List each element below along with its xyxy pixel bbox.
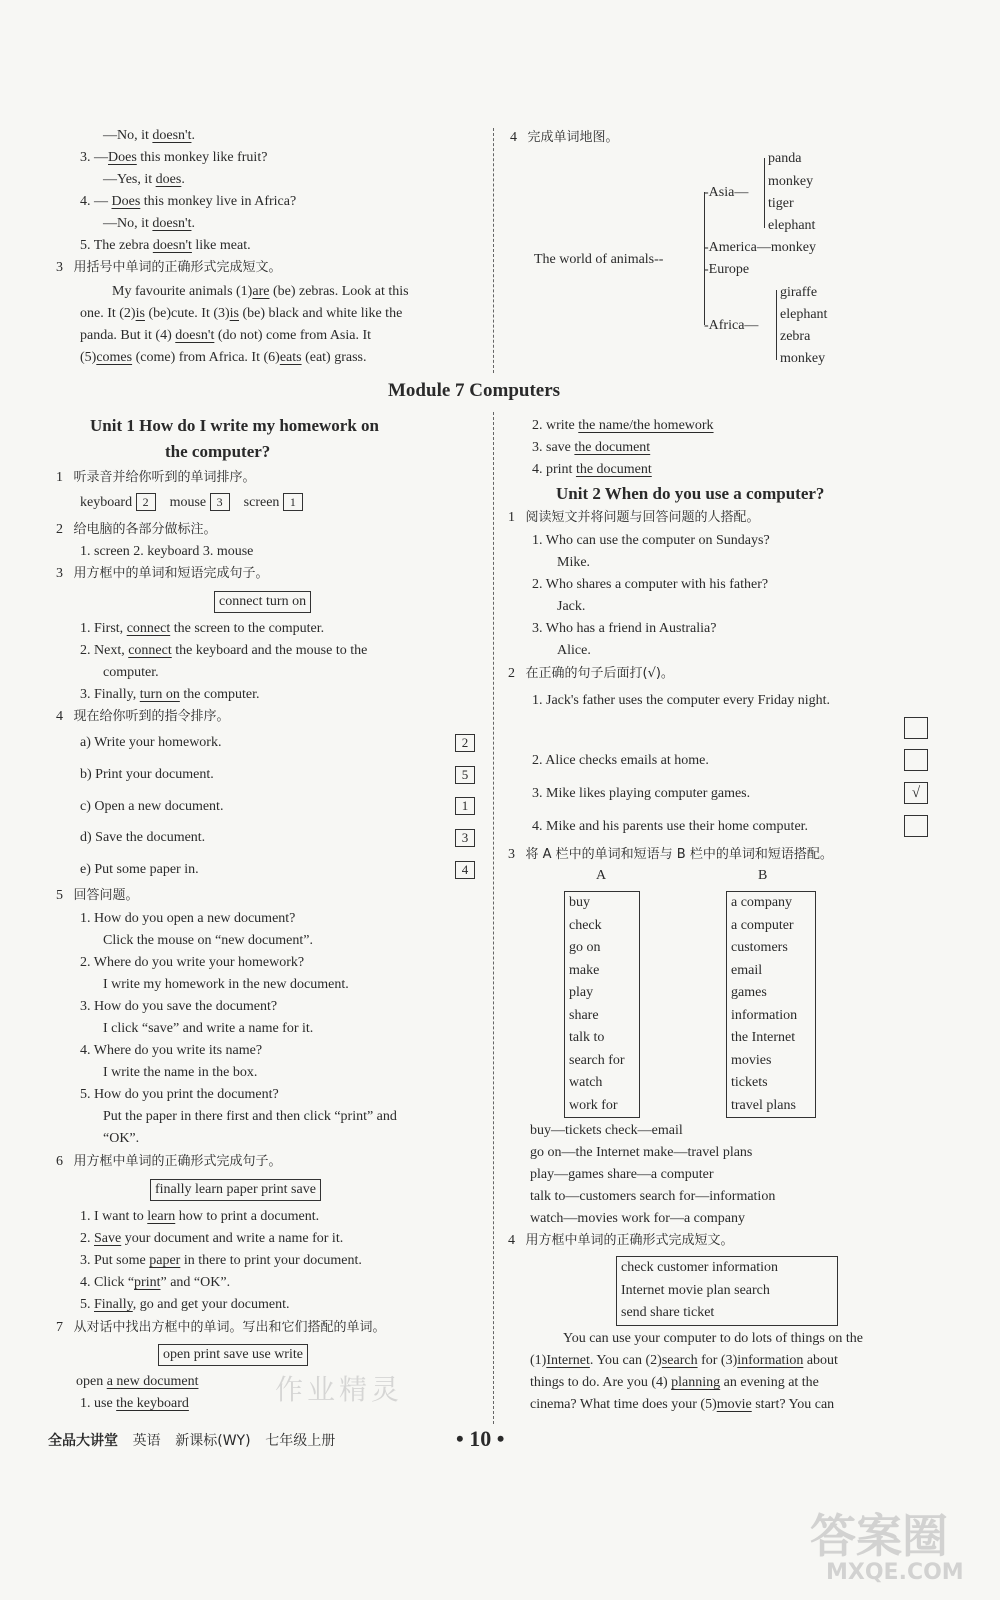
- answer-line: 5. Finally, go and get your document.: [80, 1297, 290, 1312]
- page-number: • 10 •: [456, 1426, 505, 1451]
- unit-title: Unit 2 When do you use a computer?: [556, 484, 825, 503]
- question-heading: 4 现在给你听到的指令排序。: [56, 709, 230, 724]
- qa-line: Mike.: [557, 555, 591, 570]
- passage-line: (5)comes (come) from Africa. It (6)eats (eat) grass.: [80, 350, 367, 365]
- answer-line: 1. screen 2. keyboard 3. mouse: [80, 544, 254, 559]
- list-item: movies: [731, 1052, 772, 1068]
- passage-line: My favourite animals (1)are (be) zebras. Look at this: [112, 284, 409, 299]
- passage-line: panda. But it (4) doesn't (do not) come from Asia. It: [80, 328, 372, 343]
- subject: 英语: [132, 1433, 161, 1449]
- qa-line: 2. Who shares a computer with his father?: [532, 577, 769, 592]
- order-number-box: 3: [455, 829, 475, 847]
- answer-line: —Yes, it does.: [103, 172, 185, 187]
- qa-line: Click the mouse on “new document”.: [103, 933, 313, 948]
- qa-line: I click “save” and write a name for it.: [103, 1021, 314, 1036]
- question-heading: 2 在正确的句子后面打(√)。: [508, 666, 674, 681]
- word-map-item: zebra: [780, 329, 811, 344]
- check-box: [904, 815, 928, 837]
- qa-line: “OK”.: [103, 1131, 140, 1146]
- answer-line: 4. print the document: [532, 462, 652, 477]
- word-map-root: The world of animals--: [534, 252, 664, 267]
- list-item: the Internet: [731, 1030, 796, 1045]
- list-item: information: [731, 1007, 798, 1023]
- list-item: customers: [731, 940, 788, 955]
- match-answer: buy—tickets check—email: [530, 1123, 683, 1138]
- footer: [48, 1430, 335, 1450]
- word-map-bracket: [704, 192, 705, 325]
- instruction-item: c) Open a new document.: [80, 799, 224, 814]
- word-box-line: send share ticket: [621, 1305, 715, 1320]
- match-answer: play—games share—a computer: [530, 1167, 714, 1182]
- brand-name: 全品大讲堂: [48, 1433, 118, 1449]
- list-item: buy: [569, 895, 590, 910]
- statement-line: 1. Jack's father uses the computer every Friday night.: [532, 693, 830, 708]
- column-b-box: [726, 891, 816, 1118]
- answer-line: computer.: [103, 665, 159, 680]
- question-heading: 6 用方框中单词的正确形式完成句子。: [56, 1154, 282, 1169]
- order-number-box: 4: [455, 861, 475, 879]
- qa-line: 1. How do you open a new document?: [80, 911, 296, 926]
- passage-line: things to do. Are you (4) planning an evening at the: [530, 1375, 819, 1390]
- unit-title: Unit 1 How do I write my homework on: [90, 416, 379, 435]
- question-heading: 4 用方框中单词的正确形式完成短文。: [508, 1233, 734, 1248]
- qa-line: I write my homework in the new document.: [103, 977, 349, 992]
- list-item: watch: [569, 1075, 603, 1090]
- word-box-line: Internet movie plan search: [621, 1282, 770, 1298]
- answer-line: 3. Finally, turn on the computer.: [80, 687, 260, 702]
- unit-title-cont: the computer?: [165, 442, 271, 461]
- qa-line: 1. Who can use the computer on Sundays?: [532, 533, 770, 548]
- qa-line: 3. How do you save the document?: [80, 999, 278, 1014]
- word-map-item: tiger: [768, 196, 794, 211]
- qa-line: 3. Who has a friend in Australia?: [532, 621, 717, 636]
- answer-line: open a new document: [76, 1374, 199, 1389]
- answer-line: 1. I want to learn how to print a document.: [80, 1209, 320, 1224]
- module-title: Module 7 Computers: [388, 380, 561, 401]
- qa-line: 4. Where do you write its name?: [80, 1043, 263, 1058]
- question-heading: 3 用方框中的单词和短语完成句子。: [56, 566, 269, 581]
- column-header: A: [596, 868, 607, 883]
- watermark-url: MXQE.COM: [826, 1560, 964, 1585]
- statement-line: 4. Mike and his parents use their home computer.: [532, 819, 809, 834]
- word-box: [616, 1256, 838, 1326]
- list-item: a company: [731, 895, 793, 910]
- word-map-item: giraffe: [780, 285, 818, 300]
- list-item: work for: [569, 1097, 618, 1113]
- passage-line: (1)Internet. You can (2)search for (3)information about: [530, 1353, 838, 1368]
- question-heading: 3 用括号中单词的正确形式完成短文。: [56, 260, 282, 275]
- watermark-mid: 作业精灵: [275, 1373, 404, 1406]
- qa-line: Put the paper in there first and then click “print” and: [103, 1109, 397, 1124]
- list-item: check: [569, 917, 602, 933]
- passage-line: cinema? What time does your (5)movie start? You can: [530, 1397, 835, 1412]
- answer-line: —No, it doesn't.: [103, 128, 195, 143]
- instruction-item: a) Write your homework.: [80, 735, 222, 750]
- word-map-item: elephant: [780, 307, 828, 322]
- watermark-logo: 答案圈: [810, 1509, 948, 1563]
- list-item: share: [569, 1007, 599, 1023]
- word-box: connect turn on: [214, 591, 311, 613]
- word-box: finally learn paper print save: [150, 1179, 321, 1201]
- list-item: play: [569, 985, 594, 1000]
- match-answer: talk to—customers search for—information: [530, 1189, 776, 1204]
- statement-line: 2. Alice checks emails at home.: [532, 753, 709, 768]
- grade: 七年级上册: [265, 1433, 336, 1449]
- word-map-america: -America—monkey: [704, 240, 816, 255]
- question-heading: 3 将 A 栏中的单词和短语与 B 栏中的单词和短语搭配。: [508, 847, 833, 862]
- word-box: open print save use write: [158, 1344, 308, 1366]
- answer-line: 4. Click “print” and “OK”.: [80, 1275, 231, 1290]
- answer-line: —No, it doesn't.: [103, 216, 195, 231]
- edition: 新课标(WY): [175, 1433, 251, 1449]
- word-map-item: panda: [768, 151, 802, 166]
- list-item: a computer: [731, 917, 794, 933]
- list-item: email: [731, 962, 763, 978]
- question-heading: 5 回答问题。: [56, 888, 139, 903]
- list-item: search for: [569, 1052, 625, 1068]
- qa-line: 2. Where do you write your homework?: [80, 955, 305, 970]
- answer-line: 1. use the keyboard: [80, 1396, 189, 1411]
- word-map-item: monkey: [780, 351, 826, 366]
- passage-line: You can use your computer to do lots of things on the: [563, 1331, 863, 1346]
- asia-bracket: [764, 158, 765, 228]
- question-heading: 1 阅读短文并将问题与回答问题的人搭配。: [508, 510, 760, 525]
- question-heading: 4 完成单词地图。: [510, 130, 619, 145]
- statement-line: 3. Mike likes playing computer games.: [532, 786, 751, 801]
- question-heading: 1 听录音并给你听到的单词排序。: [56, 470, 256, 485]
- answer-line: 3. save the document: [532, 440, 651, 455]
- word-map-item: elephant: [768, 218, 816, 233]
- answer-line: 4. — Does this monkey live in Africa?: [80, 194, 297, 209]
- list-item: tickets: [731, 1075, 768, 1090]
- word-map-europe: -Europe: [704, 262, 750, 277]
- africa-bracket: [776, 290, 777, 360]
- match-answer: go on—the Internet make—travel plans: [530, 1145, 753, 1160]
- answer-line: 1. First, connect the screen to the computer.: [80, 621, 325, 636]
- qa-line: Alice.: [557, 643, 591, 658]
- answer-line: 3. Put some paper in there to print your document.: [80, 1253, 362, 1268]
- column-divider: [493, 412, 494, 1424]
- question-heading: 2 给电脑的各部分做标注。: [56, 522, 217, 537]
- instruction-item: d) Save the document.: [80, 830, 206, 845]
- qa-line: Jack.: [557, 599, 586, 614]
- instruction-item: e) Put some paper in.: [80, 862, 199, 877]
- word-map-africa: -Africa—: [704, 318, 759, 333]
- answer-line: 5. The zebra doesn't like meat.: [80, 238, 251, 253]
- match-answer: watch—movies work for—a company: [530, 1211, 745, 1226]
- question-heading: 7 从对话中找出方框中的单词。写出和它们搭配的单词。: [56, 1320, 386, 1335]
- list-item: games: [731, 985, 767, 1000]
- list-item: travel plans: [731, 1097, 796, 1113]
- qa-line: I write the name in the box.: [103, 1065, 258, 1080]
- answer-line: 2. write the name/the homework: [532, 418, 714, 433]
- column-divider: [493, 128, 494, 373]
- answer-line: 3. —Does this monkey like fruit?: [80, 150, 268, 165]
- word-map-item: monkey: [768, 174, 814, 189]
- word-order-line: keyboard 2 mouse 3 screen 1: [80, 493, 303, 513]
- list-item: talk to: [569, 1030, 605, 1045]
- qa-line: 5. How do you print the document?: [80, 1087, 279, 1102]
- check-box: [904, 749, 928, 771]
- answer-line: 2. Next, connect the keyboard and the mouse to the: [80, 643, 368, 658]
- instruction-item: b) Print your document.: [80, 767, 214, 782]
- word-map-asia: -Asia—: [704, 185, 749, 200]
- list-item: go on: [569, 940, 601, 955]
- check-box: [904, 717, 928, 739]
- list-item: make: [569, 962, 600, 978]
- order-number-box: 5: [455, 766, 475, 784]
- column-header: B: [758, 868, 768, 883]
- passage-line: one. It (2)is (be)cute. It (3)is (be) black and white like the: [80, 306, 403, 321]
- order-number-box: 1: [455, 797, 475, 815]
- word-box-line: check customer information: [621, 1260, 779, 1275]
- order-number-box: 2: [455, 734, 475, 752]
- check-box: √: [904, 782, 928, 804]
- answer-line: 2. Save your document and write a name for it.: [80, 1231, 344, 1246]
- column-a-box: [564, 891, 640, 1118]
